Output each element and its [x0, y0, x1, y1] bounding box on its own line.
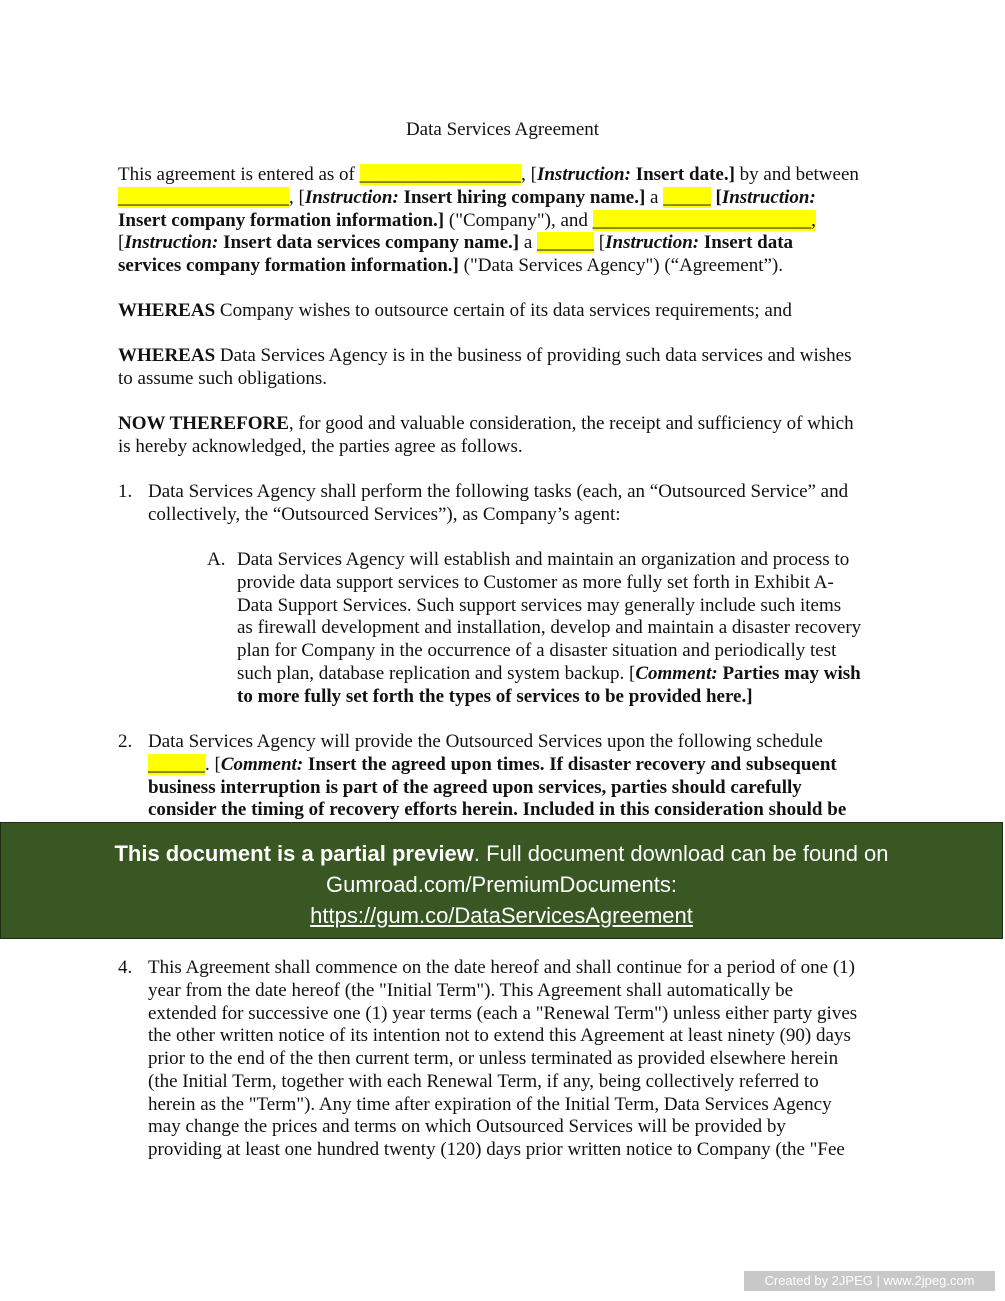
text-run: to assume such obligations. — [118, 367, 327, 389]
text-line — [148, 1048, 857, 1071]
text-line — [118, 164, 859, 187]
text-run: Data Services Agency shall perform the following tasks (each, an “Outsourced Service” and — [148, 481, 849, 502]
text-line — [118, 232, 859, 255]
text-line — [148, 777, 846, 800]
text-run: Data Services Agency is in the business of providing such data services and wishes — [215, 345, 852, 366]
text-run: WHEREAS — [118, 345, 216, 366]
clause-1 — [118, 481, 848, 527]
text-line — [237, 595, 861, 618]
text-run: This agreement is entered as of — [118, 164, 360, 185]
text-run: Data Services Agency will establish and maintain an organization and process to — [237, 549, 850, 570]
text-line — [148, 504, 848, 527]
text-run: [ — [118, 232, 125, 254]
text-line — [118, 413, 854, 436]
text-run: , [ — [521, 164, 537, 185]
banner-line2: Gumroad.com/PremiumDocuments: — [326, 872, 677, 897]
text-line — [148, 1116, 857, 1139]
text-line — [148, 754, 846, 777]
preview-banner — [0, 822, 1003, 939]
text-run: (the Initial Term, together with each Renewal Term, if any, being collectively referred to — [148, 1070, 819, 1092]
text-run: Insert company formation information.] — [118, 209, 445, 231]
text-line — [118, 345, 852, 368]
text-run: Comment: — [635, 662, 718, 684]
document-title: Data Services Agreement — [405, 119, 600, 140]
whereas-paragraph-1 — [118, 300, 792, 323]
text-line — [148, 731, 846, 754]
text-run: , for good and valuable consideration, the receipt and sufficiency of which — [288, 413, 854, 434]
text-run: Comment: — [220, 753, 304, 775]
text-run: prior to the end of the then current term, or unless terminated as provided elsewhere herein — [148, 1048, 839, 1069]
text-line — [118, 187, 859, 210]
text-run: This Agreement shall commence on the date hereof and shall continue for a period of one (1) — [148, 957, 855, 978]
clause-number: 4. — [118, 957, 133, 978]
text-line — [237, 617, 861, 640]
text-run: WHEREAS — [118, 300, 216, 321]
text-run: . [ — [205, 753, 221, 775]
download-link[interactable]: https://gum.co/DataServicesAgreement — [310, 903, 693, 928]
blank-field: ______ — [537, 232, 595, 254]
text-run: herein as the "Term"). Any time after expiration of the Initial Term, Data Services Agency — [148, 1093, 832, 1115]
text-line — [148, 957, 857, 980]
text-line — [148, 980, 857, 1003]
text-run: NOW THEREFORE — [118, 413, 289, 434]
clause-2 — [118, 731, 846, 822]
text-run: Instruction: — [536, 164, 631, 185]
text-line — [148, 1071, 857, 1094]
text-run: such plan, database replication and system backup. [ — [237, 662, 636, 684]
text-line — [237, 640, 861, 663]
blank-field: _____ — [663, 186, 711, 208]
text-line — [118, 210, 859, 233]
watermark: Created by 2JPEG | www.2jpeg.com — [744, 1271, 995, 1291]
text-line — [148, 799, 846, 822]
text-line — [148, 1003, 857, 1026]
now-therefore-paragraph — [118, 413, 854, 459]
text-run: [ — [594, 232, 606, 254]
text-run: a — [645, 186, 664, 208]
text-run: Instruction: — [304, 186, 399, 208]
text-run: Data Services Agency will provide the Outsourced Services upon the following schedule — [148, 731, 823, 752]
text-run: ("Data Services Agency") (“Agreement”). — [458, 255, 784, 276]
clause-4 — [118, 957, 857, 1162]
text-run: , [ — [289, 186, 305, 208]
clause-number: 1. — [118, 481, 133, 502]
clause-number: A. — [207, 549, 226, 570]
blank-field: __________________ — [118, 186, 289, 208]
text-run: consider the timing of recovery efforts herein. Included in this consideration should be — [148, 799, 847, 821]
text-run: extended for successive one (1) year terms (each a "Renewal Term") unless either party gives — [148, 1002, 858, 1024]
text-run: plan for Company in the occurrence of a disaster situation and periodically test — [237, 640, 837, 661]
blank-field: _______________________, — [592, 209, 816, 231]
text-line — [148, 1094, 857, 1117]
text-run: year from the date hereof (the "Initial Term"). This Agreement shall automatically be — [148, 979, 793, 1001]
text-run: a — [519, 232, 538, 254]
banner-bold-text: This document is a partial preview — [114, 841, 474, 866]
text-run: is hereby acknowledged, the parties agree as follows. — [118, 435, 523, 457]
text-run: Insert data — [699, 232, 794, 254]
text-line — [237, 663, 861, 686]
text-run: Instruction: — [605, 232, 700, 254]
text-run: Insert hiring company name.] — [398, 186, 646, 208]
text-run: collectively, the “Outsourced Services”), as Company’s agent: — [148, 503, 621, 525]
text-line — [118, 436, 854, 459]
text-run: Insert data services company name.] — [218, 232, 520, 254]
text-run: the other written notice of its intention not to extend this Agreement at least ninety (90) days — [148, 1025, 851, 1047]
text-run: Data Support Services. Such support services may generally include such items — [237, 594, 842, 616]
text-run: [ — [710, 186, 722, 208]
whereas-paragraph-2 — [118, 345, 852, 391]
text-run: ("Company"), and — [444, 209, 593, 231]
text-run: provide data support services to Customer as more fully set forth in Exhibit A- — [237, 571, 834, 593]
text-run: to more fully set forth the types of services to be provided here.] — [237, 685, 753, 707]
text-line — [148, 1139, 857, 1162]
text-run: Instruction: — [124, 232, 219, 254]
text-run: Insert date.] — [630, 164, 735, 185]
text-run: by and between — [734, 164, 859, 185]
text-run: business interruption is part of the agreed upon services, parties should carefully — [148, 776, 802, 798]
text-run: providing at least one hundred twenty (120) days prior written notice to Company (the "Fee — [148, 1139, 845, 1160]
text-line — [148, 481, 848, 504]
blank-field: _________________ — [359, 164, 522, 185]
text-line — [237, 549, 861, 572]
text-run: as firewall development and installation, develop and maintain a disaster recovery — [237, 617, 862, 639]
text-run: Instruction: — [721, 186, 816, 208]
clause-1a — [207, 549, 861, 708]
banner-text: . Full document download can be found on — [473, 841, 889, 866]
text-run: may change the prices and terms on which Outsourced Services will be provided by — [148, 1116, 786, 1138]
text-run: Insert the agreed upon times. If disaster recovery and subsequent — [303, 753, 837, 775]
text-line — [118, 255, 859, 278]
text-line — [148, 1025, 857, 1048]
text-line — [237, 572, 861, 595]
preamble-paragraph — [118, 164, 859, 278]
text-run: Parties may wish — [717, 662, 861, 684]
text-line — [118, 300, 792, 323]
text-line — [237, 686, 861, 709]
clause-number: 2. — [118, 731, 133, 752]
text-line — [118, 368, 852, 391]
text-run: Company wishes to outsource certain of its data services requirements; and — [215, 300, 792, 321]
blank-field: ______ — [148, 753, 205, 775]
text-run: services company formation information.] — [118, 255, 459, 276]
